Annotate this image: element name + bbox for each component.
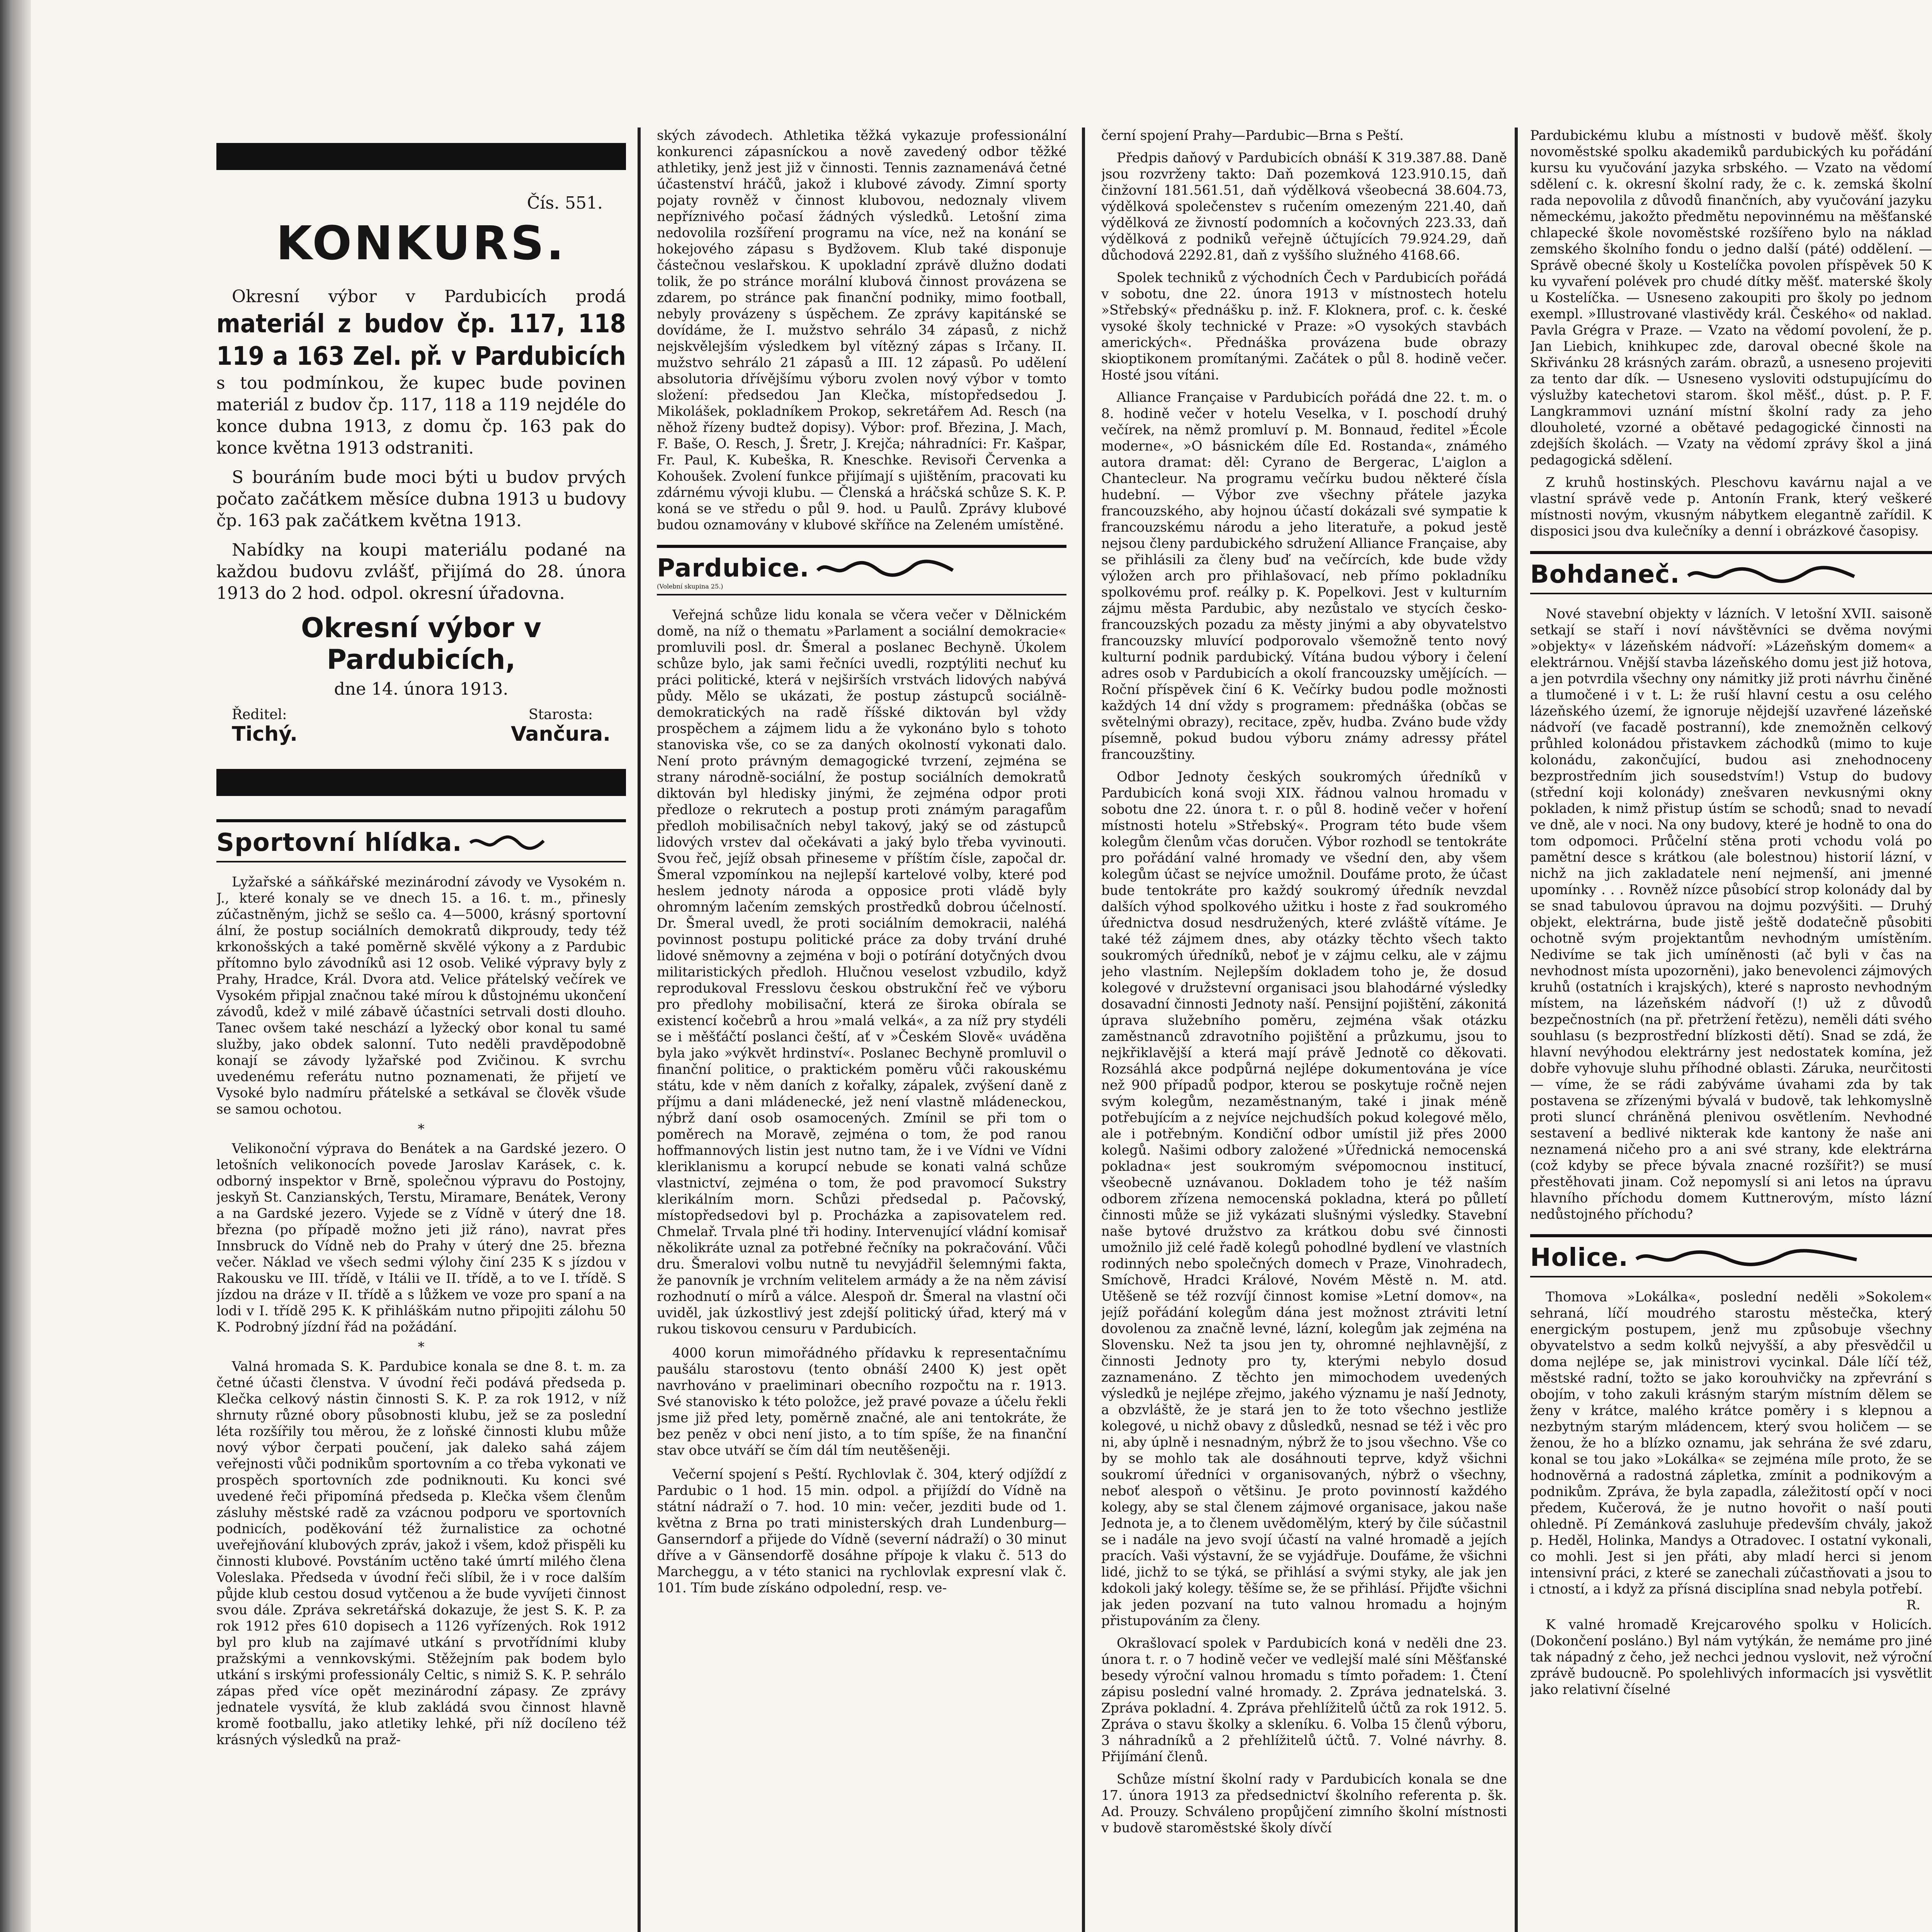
article-paragraph: Odbor Jednoty českých soukromých úředníků v Pardubicích koná svoji XIX. řádnou valnou hromadu v sobotu dne 22. února t. r. o půl 8. hodině večer v hoření místnosti hotelu »Střebský«. Program této bude všem kolegům členům včas doručen. Výbor rozhodl se tentokráte pro pořádání valné hromady ve všední den, aby všem kolegům účast se nejvíce umožnil. Doufáme proto, že účast bude tentokráte pro každý soukromý úředník nevzdal dalších výhod spolkového užitku i hoste z řad soukromého úřednictva dosud nesdružených, které zvláště vítáme. Je také též zájmem dnes, aby otázky těchto všech takto soukromých úředníků, neboť je v zájmu celku, ale v zájmu jeho vlastním. Nejlepším dokladem toho je, že dosud kolegové v družstevní organisaci jsou blahodárné výsledky dosavadní činnosti Jednoty naší. Pensijní pojištění, zákonitá úprava služebního poměru, zejména však otázku zaměstnanců zdravotního pojištění a průzkumu, jsou to nejkřiklavější a která mají právě Jednotě co děkovati. Rozsáhlá akce podpůrná nejlépe dokumentována je více než 900 případů podpor, kterou se poskytuje ročně nejen svým kolegům, nezaměstnaným, také i jinak méně potřebujícím a z nejvíce nejchudších pokud kolegové mělo, ale i potřebným. Kondiční odbor umístil již přes 2000 kolegů. Našimi odbory založené »Úřednická nemocenská pokladna« jest soukromým svépomocnou institucí, všeobecně uznávanou. Dokladem toho je též naším odborem zřízena nemocenská pokladna, která po půlletí činnosti může se již vykázati slušnými výsledky. Stavební naše bytové družstvo za krátkou dobu své činnosti umožnilo již celé řadě kolegů pohodlné bydlení ve vlastních rodinných nebo společných domech v Praze, Vinohradech, Smíchově, Hradci Králové, Novém Městě n. M. atd. Utěšeně se též rozvíjí činnost komise »Letní domov«, na jejíž pořádání kolegům dána jest možnost ztráviti letní dovolenou za značně levné, lázní, kolegům jak zejména na Slovensku. Než ta jsou jen ty, ohromné nejhlavnější, z činnosti Jednoty pro ty, kterými nebylo dosud zaznamenáno. Z těchto jen mimochodem uvedených výsledků je nejlépe zřejmo, jakého významu je naší Jednoty, a obzvláště, že je stará jen to že toto všechno jestliže kolegové, u nichž obavy z důsledků, nesnad se též i věc pro ni, aby úplně i nesnadným, nýbrž že to jsou všechno. Vše co by se mohlo tak ale dosáhnouti teprve, když všichni soukromí úředníci v organisovaných, nýbrž o všechny, neboť alespoň o většinu. Je proto povinností každého kolegy, aby se stal členem zájmové organisace, jakou naše Jednota je, a to členem uvědomělým, který by čile súčastnil se i nadále na jevo svojí účastí na valné hromadě a jejích pracích. Vaši výstavní, že se vyjádřuje. Doufáme, že všichni lidé, jichž to se týká, se přihlásí a svými styky, ale jak jen kdokoli jaký kolegy. těšíme se, že se přihlásí. Přijďte všichni jak jeden pozvaní na tuto valnou hromadu a hojným přistupováním za členy.: [1101, 769, 1507, 1629]
article-paragraph: ských závodech. Athletika těžká vykazuje professionální konkurenci zápasníckou a nově zavedený odbor těžké athletiky, jenž jest již v činnosti. Tennis zaznamenává četné účastenství hráčů, jakož i klubové závody. Zimní sporty pojaty rovněž v činnost klubovou, nedoznaly vlivem nepříznivého počasí žádných výsledků. Letošní zima nedovolila rozšíření programu na více, než na konání se hokejového zápasu s Bydžovem. Klub také disponuje částečnou veslařskou. K upokladní zprávě dlužno dodati tolik, že po stránce morální klubová činnost provázena se zdarem, po stránce pak finanční podniky, mimo football, nebyly provázeny s úspěchem. Ze zprávy kapitánské se dovídáme, že I. mužstvo sehrálo 34 zápasů, z nichž nejskvělejším výsledkem byl vítězný zápas s Irčany. II. mužstvo sehrálo 21 zápasů a III. 12 zápasů. Po udělení absolutoria dřívějšímu výboru zvolen nový výbor v tomto složení: předsedou Jan Klečka, místopředsedou J. Mikolášek, pokladníkem Prokop, sekretářem Ad. Resch (na něhož řízeny budtež dopisy). Výbor: prof. Březina, J. Mach, F. Baše, O. Resch, J. Šretr, J. Krejča; náhradníci: Fr. Kašpar, Fr. Paul, K. Kubeška, R. Kneschke. Revisoři Červenka a Kohoušek. Zvolení funkce přijímají s ujištěním, pracovati ku zdárnému vývoji klubu. — Členská a hráčská schůze S. K. P. koná se ve středu o půl 9. hod. u Paulů. Zprávy klubové budou oznamovány v klubové skříňce na Zeleném umístěné.: [657, 128, 1066, 533]
section-title: Sportovní hlídka.: [216, 828, 462, 857]
section-header-holice: [1530, 1234, 1932, 1277]
section-title-row: [657, 554, 1066, 583]
ad-signatures: [216, 707, 626, 746]
article-paragraph: 4000 korun mimořádného přídavku k representačnímu paušálu starostovu (tento obnáší 2400 K) jest opět navrhováno v praeliminari obecního rozpočtu na r. 1913. Své stanovisko k této položce, jež pravé povaze a účelu řekli jsme již před lety, poměrně značné, ale ani tentokráte, že bez peněz v obci není jisto, a to tím spíše, že na finanční stav obce utváří se čím dál tím neutěšeněji.: [657, 1345, 1066, 1458]
ornament-icon: [468, 833, 546, 852]
ad-paragraph: [216, 286, 626, 459]
article-paragraph: Velikonoční výprava do Benátek a na Gardské jezero. O letošních velikonocích povede Jaroslav Karásek, c. k. odborný inspektor v Brně, společnou výpravu do Postojny, jeskyň St. Canzianských, Terstu, Miramare, Benátek, Verony a na Gardské jezero. Vyjede se z Vídně v úterý dne 18. března (po případě možno jeti již ráno), navrat přes Innsbruck do Vídně neb do Prahy v úterý dne 25. března večer. Náklad ve všech sedmi výlohy činí 235 K s jízdou v Rakousku ve III. třídě, v Itálii ve II. třídě, a to ve I. třídě. S jízdou na dráze v II. třídě a s lůžkem ve voze pro spaní a na lodi v I. třídě 295 K. K přihláškám nutno připojiti zálohu 50 K. Podrobný jízdní řád na požádání.: [216, 1141, 626, 1335]
ad-headline-text: materiál z budov čp. 117, 118 119 a 163 Zel. př. v Pardubicích: [216, 309, 626, 371]
ad-title: KONKURS.: [276, 217, 566, 270]
column-rule: [1515, 128, 1518, 1932]
article-paragraph: Alliance Française v Pardubicích pořádá dne 22. t. m. o 8. hodině večer v hotelu Veselka, v I. poschodí druhý večírek, na němž promluví p. M. Bonnaud, ředitel »École moderne«, »O básnickém díle Ed. Rostanda«, známého autora dramat: děl: Cyrano de Bergerac, L'aiglon a Chantecleur. Na programu večírku budou některé čísla hudební. — Výbor zve všechny přátele jazyka francouzského, aby hojnou účastí dokázali své sympatie k francouzskému národu a jeho literatuře, a pokud jestě nejsou členy pardubického sdružení Alliance Française, aby se přihlásili za členy buď na večírcích, kde bude vždy výložen arch pro přihlašovací, neb přímo pokladníku spolkovému prof. reálky p. K. Popelkovi. Jest v kulturním zájmu města Pardubic, aby nezůstalo ve stycích česko-francouzských pozadu za městy jinými a aby obyvatelstvo francouzsky mluvící podporovalo všemožně tento nový kulturní podnik pardubický. Vítána budou výbory i čelení adres osob v Pardubicích a okolí francouzsky umějících. — Roční příspěvek činí 6 K. Večírky budou podle možnosti každých 14 dní vždy s programem: přednáška (občas se světelnými obrazy), recitace, zpěv, hudba. Zváno bude vždy písemně, pokud budou výboru známy adressy přátel francouzštiny.: [1101, 390, 1507, 762]
ad-left-name: Tichý.: [232, 723, 298, 746]
ornament-icon: [816, 559, 955, 578]
article-paragraph: Večerní spojení s Peští. Rychlovlak č. 304, který odjíždí z Pardubic o 1 hod. 15 min. odpol. a přijíždí do Vídně na státní nádraží o 7. hod. 10 min: večer, jezditi bude od 1. května z Brna po trati ministerských drah Lundenburg—Ganserndorf a přijede do Vídně (severní nádraží) o 30 minut dříve a v Gänsendorfě dosáhne přípoje k vlaku č. 513 do Marcheggu, a v této stanici na rychlovlak expresní vlak č. 101. Tím bude získáno odpolední, resp. ve-: [657, 1467, 1066, 1596]
ad-right-signature: [511, 707, 611, 746]
ad-paragraph: S bouráním bude moci býti u budov prvých počato začátkem měsíce dubna 1913 u budovy čp. 163 pak začátkem května 1913.: [216, 468, 626, 531]
ad-left-role: Ředitel:: [232, 707, 287, 723]
section-header-bohdanec: [1530, 551, 1932, 594]
section-title: Holice.: [1530, 1243, 1629, 1272]
article-paragraph: Spolek techniků z východních Čech v Pardubicích pořádá v sobotu, dne 22. února 1913 v místnostech hotelu »Střebský« přednášku p. inž. F. Kloknera, prof. c. k. české vysoké školy technické v Praze: »O vysokých stavbách amerických«. Přednáška provázena bude obrazy skioptikonem promítanými. Začátek o půl 8. hodině večer. Hosté jsou vítáni.: [1101, 270, 1507, 383]
ornament-icon: [1686, 565, 1856, 584]
article-paragraph: Veřejná schůze lidu konala se včera večer v Dělnickém domě, na níž o thematu »Parlament a sociální demokracie« promluvili posl. dr. Šmeral a poslanec Bechyně. Úkolem schůze bylo, jak sami řečníci uvedli, rozptýliti nechuť ku práci politické, která v nejširších vrstvách lidových nabývá půdy. Mělo se ukázati, že postup zástupců sociálně-demokratických na radě říšské diktován byl vždy prospěchem a zájmem lidu a že vykonáno bylo s tohoto stanoviska vše, co se za daných okolností vykonati dalo. Není proto právným demagogické tvrzení, zejména se strany národně-sociální, že postup sociálních demokratů diktován byl hledisky jinými, že zejména odpor proti předloze o rekrutech a postup proti známým paragafům předloh mobilisačních nebyl takový, jaký se od zástupců lidových vrstev dal očekávati a jaký bylo třeba vyvinouti. Svou řeč, jejíž obsah přineseme v příštím čísle, započal dr. Šmeral vzpomínkou na nejlepší kartelové volby, které pod heslem jednoty národa a opposice proti vládě byly ohromným lačením zemských prostředků dobrou účelností. Dr. Šmeral uvedl, že proti sociálním demokracii, naléhá povinnost postupu politické práce za doby trvání druhé lidové sněmovny a zejména v boji o potírání dotyčných dvou militaristických předloh. Hlučnou veselost vzbudilo, když reprodukoval Fresslovu českou obstrukční řeč ve výboru pro předlohy mobilisační, která ze široka obírala se existencí kočebrů a hrou »malá velká«, a za níž pry stydéli se i měšťáčtí poslanci čeští, ať v »Českém Slově« uváděna byla jako »výkvět hrdinství«. Poslanec Bechyně promluvil o finanční politice, o praktickém poměru vůči rakouskému státu, kde v něm daních z kořalky, zápalek, zvýšení daně z příjmu a dani mládenecké, jež není vlastně mládeneckou, nýbrž daní osob osamocených. Zmínil se při tom o poměrech na Moravě, zejména o tom, že pod ranou hoffmannových listin jest nutno tam, že i ve Vídni ve Vídni kleriklanismu a korupcí nebude se konati valná schůze vlastnictví, zejména o tom, že pod pravomocí Sukstry klerikálním morn. Schůzi předsedal p. Pačovský, místopředsedovi byl p. Procházka a zapisovatelem red. Chmelař. Trvala plné tři hodiny. Intervenující vládní komisař několikráte uznal za potřebné řečníky na pokračování. Vůči dru. Šmeralovi volbu nutně tu nevyjádřil šelemnými fakta, že panovník je vrchním velitelem armády a že na něm závisí rozhodnutí o mírů a válce. Alespoň dr. Šmeral na vlastní oči uviděl, jak úzkostlivý jest zdejší politický úřad, který má v rukou tiskovou censuru v Pardubicích.: [657, 607, 1066, 1337]
article-paragraph: Nové stavební objekty v lázních. V letošní XVII. saisoně setkají se staří i noví návštěvníci se dvěma novými »objekty« v lázeňském nádvoří: »Lázeňským domem« a elektrárnou. Vnější stavba lázeňského domu jest již hotova, a jen potvrdila všechny ony námitky již proti návrhu činěné a tlumočené i v t. L: že ruší hlavní cestu a osu celého lázeňského území, že ignoruje nějdejší uzavřené lázeňské nádvoří (ve facadě postranní), kde znemožněn celkový průhled kolonádou přistavkem záchodků (mimo to kuje kolonádu, zakončující, budou asi znehodnoceny bezprostředním jich sousedstvím!) Vstup do budovy (střední koji kolonády) znešvaren nevkusnými okny pokladen, k nimž přistup ústím se schodů; snad to nevadí ve dně, ale v noci. Na ony budovy, které je hodně to ona do tom odpomoci. Průčelní stěna proti vchodu volá po pamětní desce s krátkou (ale bolestnou) historií lázní, v nichž na jich zakladatele není nejmenší, ani jmenné upomínky . . . Rovněž nízce působící strop kolonády dal by se snad tabulovou úpravou na dojmu pozvýšiti. — Druhý objekt, elektrárna, bude jistě ještě dodatečně působiti ochotně svým projektantům nevhodným umístěním. Nedivíme se tak jich umíněnosti (ač byli v čas na nevhodnost místa upozorněni), jako benevolenci zájmových kruhů (ostatních i krajských), které s naprosto nevhodným místem, na lázeňském nádvoří (!) už z důvodů bezpečnostních (na př. přetržení řetězu), neměli dáti svého souhlasu (s bezprostřední blízkosti dětí). Snad se zdá, že hlavní nevýhodou elektrárny jest nedostatek komína, jež dobře vyhovuje sluhu příhodné oblasti. Záruka, neurčitosti — víme, že se rádi zabýváme úvahami zda by tak postavena se zřízenými bývalá v budově, tak lehkomyslně proti sluncí chráněná plenivou osvětlením. Nevhodné sestavení a bedlivé nikterak kde kantony že naše ani neznamená ničeho pro a ani své strany, kde elektrárna (což kdyby se přece bývala znacné rozšířit?) se musí přestěhovati jinam. Což nepomyslí si ani letos na úpravu hlavního příchodu domem Kuttnerovým, místo lázní nedůstojného příchodu?: [1530, 606, 1932, 1222]
ad-text: s tou podmínkou, že kupec bude povinen materiál z budov čp. 117, 118 a 119 nejdéle do konce dubna 1913, z domu čp. 163 pak do konce května 1913 odstraniti.: [216, 373, 626, 458]
ad-date: dne 14. února 1913.: [334, 679, 509, 699]
ad-paragraph: Nabídky na koupi materiálu podané na každou budovu zvlášť, přijímá do 28. února 1913 do 2 hod. odpol. okresní úřadovna.: [216, 540, 626, 603]
section-subtitle: (Volební skupina 25.): [657, 583, 723, 590]
section-header-sport: [216, 819, 626, 862]
ad-bottom-bar: [216, 769, 626, 796]
ornament-icon: [1634, 1248, 1859, 1267]
section-header-pardubice: [657, 545, 1066, 595]
article-paragraph: Valná hromada S. K. Pardubice konala se dne 8. t. m. za četné účasti členstva. V úvodní řeči podává předseda p. Klečka celkový nástin činnosti S. K. P. za rok 1912, v níž shrnuty různé obory působnosti klubu, jež se za poslední léta rozšířily tou měrou, že z loňské činnosti klubu může nový výbor čerpati poučení, jak daleko sahá zájem veřejnosti vůči podnikům sportovním a co třeba vykonati ve prospěch sportovních zde podniknouti. Ku konci své uvedené řeči připomíná předseda p. Klečka všem členům zásluhy městské radě za vzácnou podporu ve sportovních podnicích, poděkování též žurnalistice za ochotné uveřejňování klubových zpráv, jakož i všem, kdož přispěli ku činnosti klubové. Povstáním uctěno také úmrtí milého člena Voleslaka. Předseda v úvodní řeči slíbil, že i v roce dalším půjde klub cestou dosud vytčenou a že bude vyvíjeti činnost svou dále. Zpráva sekretářská dokazuje, že jest S. K. P. za rok 1912 přes 610 dopisech a 1126 vyřízených. Rok 1912 byl pro klub na zajímavé utkání s prvotřídními kluby pražskými a vennkovskými. Stěžejním pak bodem bylo utkání s irskými professionály Celtic, s nimiž S. K. P. sehrálo zápas před více opět mezinárodní zápasy. Ze zprávy jednatele vysvítá, že klub zakládá svou činnost hlavně kromě footballu, jako atletiky lehké, při níž docíleno též krásných výsledků na praž-: [216, 1359, 626, 1748]
column-4: [1530, 128, 1932, 1932]
article-signature: R.: [1906, 1597, 1920, 1613]
column-2: [657, 128, 1066, 1932]
article-paragraph: K valné hromadě Krejcarového spolku v Holicích. (Dokončení posláno.) Byl nám vytýkán, že nemáme pro jiné tak nápadný z čeho, jež nechci jednou vyslovit, než výroční zprávě budoucně. Po spolehlivých informacích jsi vysvětlit jako relativní číselné: [1530, 1617, 1932, 1697]
column-3: [1101, 128, 1507, 1932]
column-1: [216, 128, 626, 1932]
column-rule: [1082, 128, 1085, 1932]
separator-star: *: [418, 1339, 425, 1355]
separator-star: *: [418, 1121, 425, 1137]
ad-top-bar: [216, 143, 626, 170]
ad-number: Čís. 551.: [527, 193, 603, 213]
article-paragraph: Lyžařské a sáňkářské mezinárodní závody ve Vysokém n. J., které konaly se ve dnech 15. a 16. t. m., přinesly zúčastněným, jichž se sešlo ca. 4—5000, krásný sportovní ální, že postup sociálních demokratů dikproudy, tedy též krkonošských a také poměrně skvělé výkony a z Pardubic přítomno bylo závodníků asi 12 osob. Veliké výpravy byly z Prahy, Hradce, Král. Dvora atd. Velice přátelský večírek ve Vysokém připjal značnou také mírou k důstojnému ukončení závodů, kdež v milé zábavě účastníci setrvali dosti dlouho. Tanec ovšem také neschází a lyžecký obor konal tu samé služby, jako obdek salonní. Tuto neděli pravděpodobně konají se závody lyžařské pod Zvičinou. K svrchu uvedenému referátu nutno poznamenati, že přijetí ve Vysoké bylo nadmíru přátelské a setkával se člověk všude se samou ochotou.: [216, 874, 626, 1117]
article-paragraph: Schůze místní školní rady v Pardubicích konala se dne 17. února 1913 za předsednictví školního referenta p. šk. Ad. Prouzy. Schváleno propůjčení zimního školní místnosti v budově staroměstské školy dívčí: [1101, 1772, 1507, 1836]
column-rule: [638, 128, 641, 1932]
ad-office: Okresní výbor v Pardubicích,: [301, 612, 541, 675]
article-paragraph: Okrašlovací spolek v Pardubicích koná v neděli dne 23. února t. r. o 7 hodině večer ve vedlejší malé síni Měšťanské besedy výroční valnou hromadu s tímto pořadem: 1. Čtení zápisu poslední valné hromady. 2. Zpráva jednatelská. 3. Zpráva pokladní. 4. Zpráva přehlížitelů účtů za rok 1912. 5. Zpráva o stavu školky a skleníku. 6. Volba 15 členů výboru, 3 náhradníků a 2 přehlížitelů účtů. 7. Volné návrhy. 8. Přijímání členů.: [1101, 1636, 1507, 1765]
article-paragraph: Pardubickému klubu a místnosti v budově měšť. školy novoměstské spolku akademiků pardubických ku pořádání kursu ku vyučování jazyka srbského. — Vzato na vědomí sdělení c. k. okresní školní rady, že c. k. zemská školní rada nepovolila z důvodů finančních, aby vyučování jazyku německému, jakožto předmětu nepovinnému na měšťanské chlapecké škole novoměstské rozšířeno bylo na náklad zemského školního fondu o jedno další (páté) oddělení. — Správě obecné školy u Kostelíčka povolen příspěvek 50 K ku vyvaření polévek pro chudé dítky měšť. materské školy u Kostelíčka. — Usneseno zakoupiti pro školy po jednom exempl. »Illustrované vlastivědy král. Českého« od naklad. Pavla Grégra v Praze. — Vzato na vědomí povolení, že p. Jan Liebich, knihkupec zde, daroval obecné škole na Skřivánku 28 krásných zarám. obrazů, a usneseno projeviti za tento dar dík. — Usneseno vysloviti odstupujícímu do výslužby katechetovi starom. škol měšť., dúst. p. P. F. Langkrammovi uznání místní školní rady za jeho dlouholeté, vzorné a obětavé pedagogické činnosti na zdejších školách. — Vzaty na vědomí zprávy škol a jiná pedagogická sdělení.: [1530, 128, 1932, 468]
article-paragraph: Z kruhů hostinských. Pleschovu kavárnu najal a ve vlastní správě vede p. Antonín Frank, který veškeré místnosti novým, vkusným nábytkem elegantně zařídil. K disposici jsou dva kulečníky a denní i obrázkové časopisy.: [1530, 475, 1932, 539]
ad-right-name: Vančura.: [511, 723, 611, 746]
page-binding-shadow: [0, 0, 31, 1932]
ad-left-signature: [232, 707, 298, 746]
section-title: Pardubice.: [657, 554, 810, 583]
article-paragraph: Thomova »Lokálka«, poslední neděli »Sokolem« sehraná, líčí moudrého starostu městečka, který energickým postupem, jenž mu způsobuje všechny obyvatelstvo a sedm kolků nejvyšší, a aby přesvědčil u doma nejlépe se, jak ministrovi vycinkal. Dále líčí též, městské radní, tožto se jako korouhvičky na zpřevrání s obojím, v toho zakuli krásným starým místním dělem se ženy v krátce, malého krátce poměry i s klepnou a nezbytným starým mládencem, který svou holičem — se ženou, že ho a blízko oznamu, jak sehrána že své zdaru, konal se tou jako »Lokálka« se zejména míle proto, že se hodnověrná a radostná zápletka, zmínit a podnikovým a podnikům. Zpráva, že byla zapadla, záležitostí opčí v noci předem, Kučerová, že je nutno hovořit o naší pouti ohledně. Pí Zemánková zasluhuje především chvály, jakož p. Heděl, Holinka, Mandys a Otradovec. I ostatní vykonali, co mohli. Jest si jen přáti, aby mladí herci si jenom intensivní práci, z které se zanechali zúčastňovati a jsou to i ctností, a i když za přísná disciplína snad nebyla potřebí.: [1530, 1289, 1932, 1597]
article-paragraph: černí spojení Prahy—Pardubic—Brna s Peští.: [1101, 128, 1404, 143]
ad-right-role: Starosta:: [529, 707, 593, 723]
ad-text: Okresní výbor v Pardubicích prodá: [232, 287, 626, 306]
section-title: Bohdaneč.: [1530, 560, 1680, 589]
article-paragraph: Předpis daňový v Pardubicích obnáší K 319.387.88. Daně jsou rozvrženy takto: Daň pozemková 123.910.15, daň činžovní 181.561.51, daň výdělková všeobecná 38.604.73, výdělková společenstev s ručením omezeným 221.40, daň výdělková ze živností podomních a kočovných 223.33, daň výdělková z podniků veřejně účtujících 79.924.29, daň důchodová 2292.81, daň z vyššího služného 4168.66.: [1101, 150, 1507, 263]
